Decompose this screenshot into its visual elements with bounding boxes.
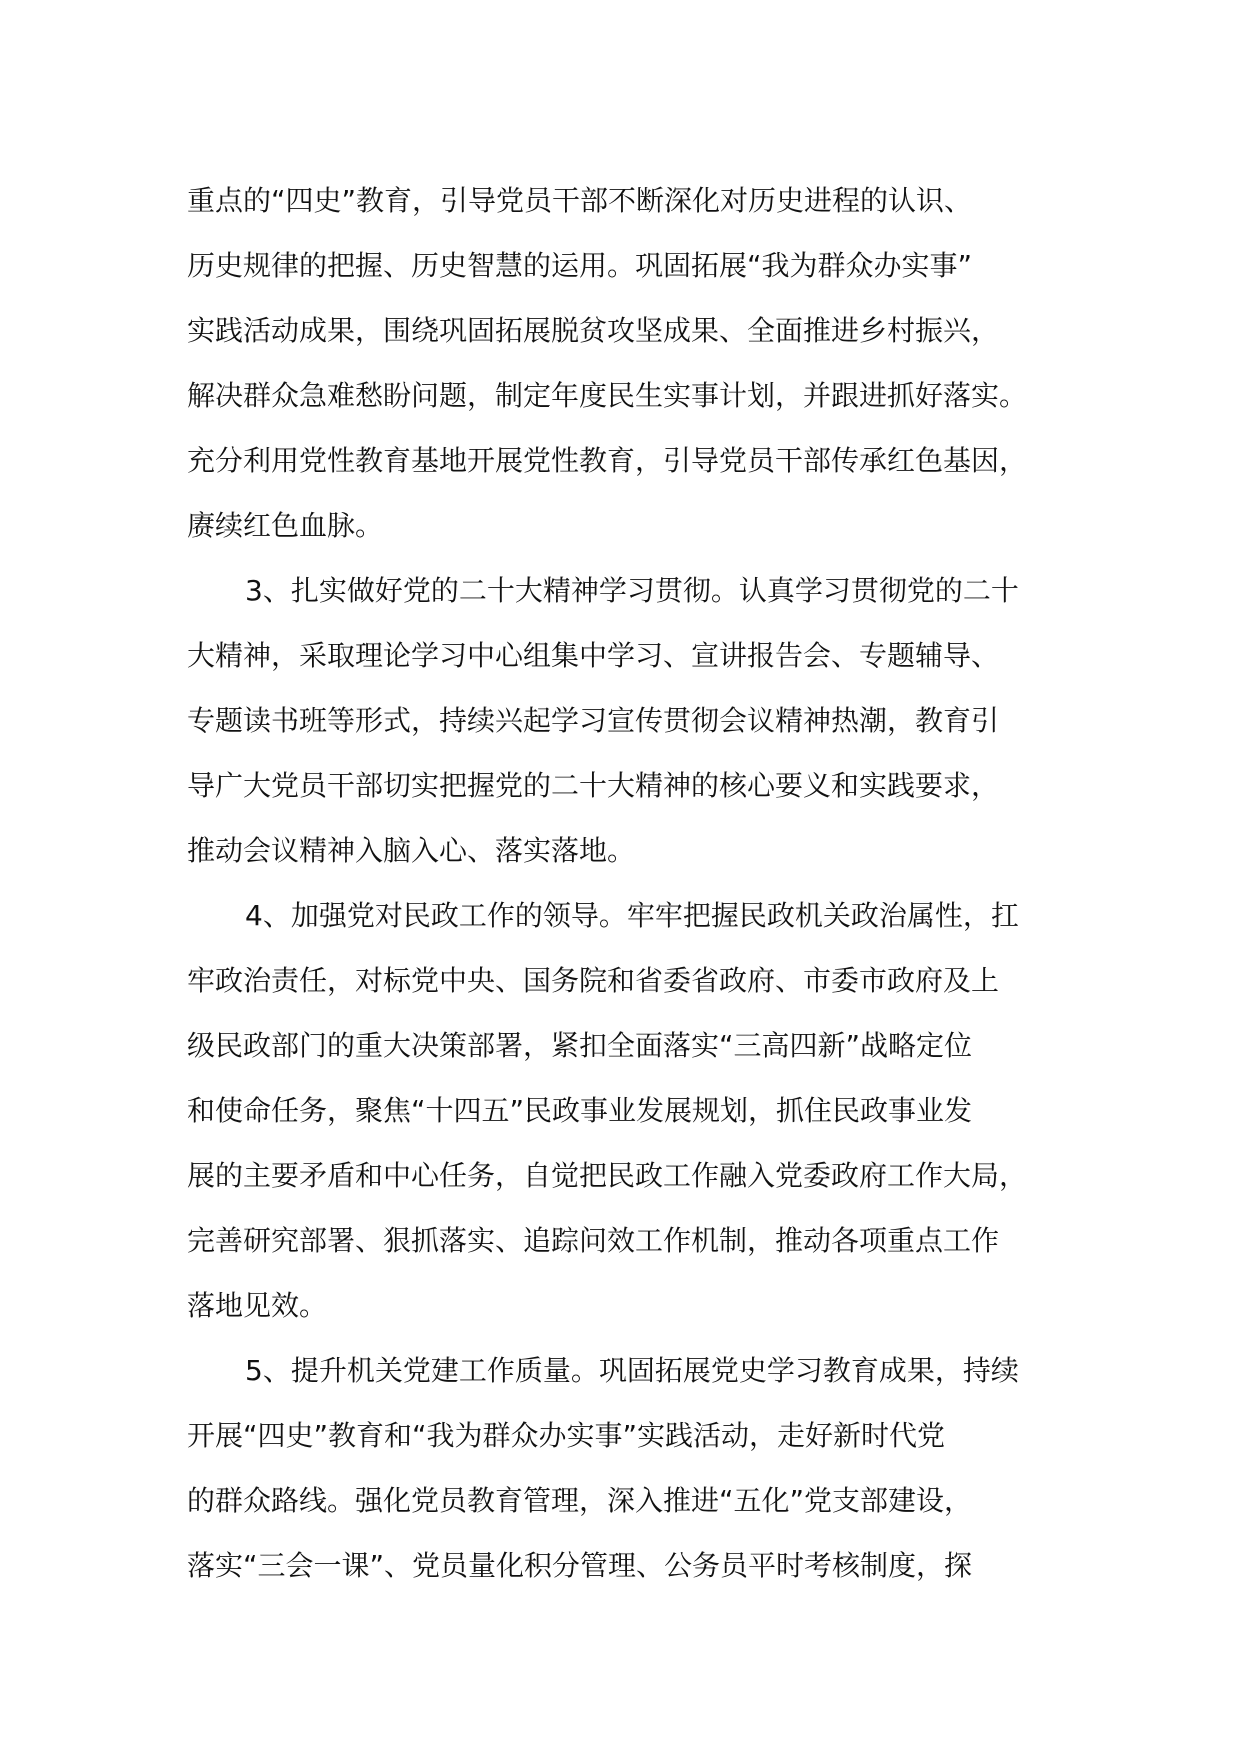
text-line: 完善研究部署、狠抓落实、追踪问效工作机制，推动各项重点工作 bbox=[187, 1224, 1000, 1257]
text-line: 和使命任务，聚焦“十四五”民政事业发展规划，抓住民政事业发 bbox=[187, 1094, 973, 1127]
document-body bbox=[187, 168, 1087, 1598]
text-line: 重点的“四史”教育，引导党员干部不断深化对历史进程的认识、 bbox=[187, 184, 973, 217]
text-line: 导广大党员干部切实把握党的二十大精神的核心要义和实践要求， bbox=[187, 769, 1000, 802]
text-line: 3、扎实做好党的二十大精神学习贯彻。认真学习贯彻党的二十 bbox=[245, 574, 1019, 607]
text-line: 实践活动成果，围绕巩固拓展脱贫攻坚成果、全面推进乡村振兴， bbox=[187, 314, 1000, 347]
text-line: 专题读书班等形式，持续兴起学习宣传贯彻会议精神热潮，教育引 bbox=[187, 704, 1000, 737]
text-line: 赓续红色血脉。 bbox=[187, 509, 384, 542]
text-line: 大精神，采取理论学习中心组集中学习、宣讲报告会、专题辅导、 bbox=[187, 639, 1000, 672]
text-line: 充分利用党性教育基地开展党性教育，引导党员干部传承红色基因， bbox=[187, 444, 1028, 477]
text-line: 牢政治责任，对标党中央、国务院和省委省政府、市委市政府及上 bbox=[187, 964, 1000, 997]
text-line: 的群众路线。强化党员教育管理，深入推进“五化”党支部建设， bbox=[187, 1484, 973, 1517]
text-line: 解决群众急难愁盼问题，制定年度民生实事计划，并跟进抓好落实。 bbox=[187, 379, 1028, 412]
text-line: 5、提升机关党建工作质量。巩固拓展党史学习教育成果，持续 bbox=[245, 1354, 1019, 1387]
text-line: 历史规律的把握、历史智慧的运用。巩固拓展“我为群众办实事” bbox=[187, 249, 973, 282]
text-line: 落地见效。 bbox=[187, 1289, 328, 1322]
text-line: 落实“三会一课”、党员量化积分管理、公务员平时考核制度，探 bbox=[187, 1549, 973, 1582]
text-line: 级民政部门的重大决策部署，紧扣全面落实“三高四新”战略定位 bbox=[187, 1029, 973, 1062]
text-line: 开展“四史”教育和“我为群众办实事”实践活动，走好新时代党 bbox=[187, 1419, 946, 1452]
text-line: 推动会议精神入脑入心、落实落地。 bbox=[187, 834, 636, 867]
text-line: 4、加强党对民政工作的领导。牢牢把握民政机关政治属性，扛 bbox=[245, 899, 1019, 932]
text-line: 展的主要矛盾和中心任务，自觉把民政工作融入党委政府工作大局， bbox=[187, 1159, 1028, 1192]
